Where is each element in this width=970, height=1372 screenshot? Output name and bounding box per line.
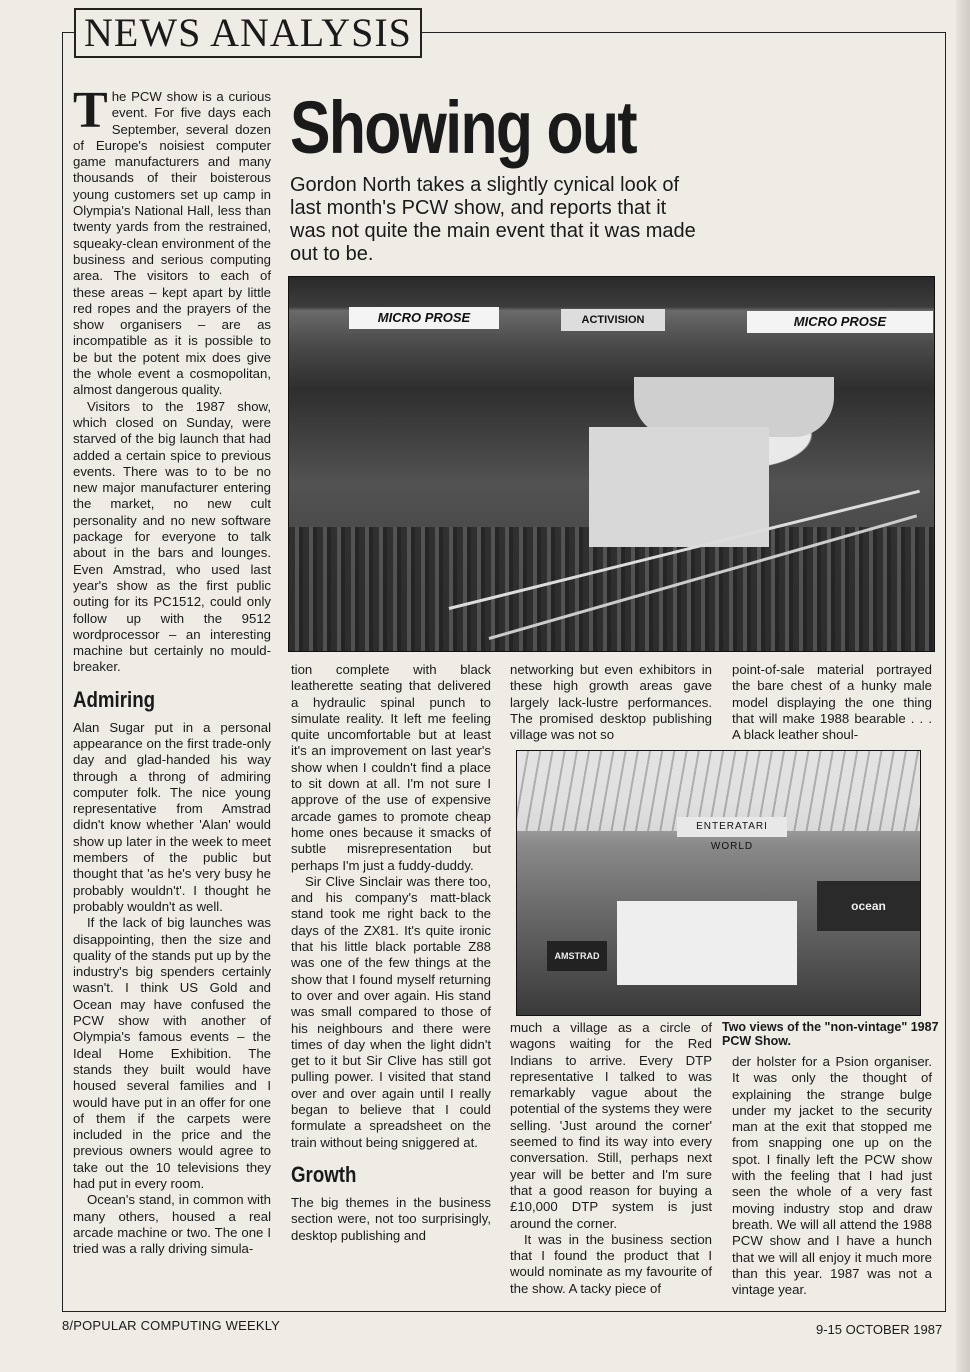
paragraph: Alan Sugar put in a personal appearance on the first trade-only day and glad-handed his way through a throng of admiring computer folk. The nice young representative from Amstrad didn't know whether 'Alan' would show up later in the week to meet members of the public but thought that 'as he's very busy he probably wouldn't'. I thought he probably wouldn't as well.: [73, 719, 271, 914]
photo-sign: ocean: [817, 881, 920, 931]
article-column-3-top: [510, 662, 712, 743]
article-column-4-top: [732, 662, 932, 743]
paragraph: networking but even exhibitors in these high growth areas gave largely lack-lustre performances. The promised desktop publishing village was not so: [510, 662, 712, 743]
photo-caption: Two views of the "non-vintage" 1987 PCW Show.: [722, 1020, 939, 1048]
exhibition-photo-2: [516, 750, 921, 1016]
photo-sign: ENTERATARI WORLD: [677, 817, 787, 837]
frame-left-rule: [62, 32, 63, 1312]
subheading-admiring: Admiring: [73, 686, 156, 712]
footer-date: 9-15 OCTOBER 1987: [816, 1322, 943, 1337]
stand-shape: [589, 427, 769, 547]
article-column-1: [73, 82, 271, 1257]
article-column-3-bottom: [510, 1020, 712, 1297]
frame-bottom-rule: [62, 1311, 946, 1312]
paragraph: Ocean's stand, in common with many others, housed a real arcade machine or two. The one I tried was a rally driving simula-: [73, 1192, 271, 1257]
photo-sign: ACTIVISION: [561, 309, 665, 331]
frame-right-rule: [945, 32, 946, 1312]
stand-shape: [617, 901, 797, 985]
drop-cap: T: [73, 82, 108, 139]
paragraph: The big themes in the business section were, not too surprisingly, desktop publishing and: [291, 1194, 491, 1243]
paragraph: point-of-sale material portrayed the bare chest of a hunky male model displaying the one thing that will make 1988 bearable . . . A black leather shoul-: [732, 662, 932, 743]
exhibition-photo-1: [288, 276, 935, 652]
footer-page-info: 8/POPULAR COMPUTING WEEKLY: [62, 1318, 281, 1333]
subheading-growth: Growth: [291, 1161, 357, 1187]
headline: Showing out: [290, 86, 636, 169]
paragraph: tion complete with black leatherette seating that delivered a hydraulic spinal punch to simulate reality. It left me feeling quite uncomfortable but at least it's an improvement on last year's show when I couldn't find a place to sit down at all. I'm not sure I approve of the use of expensive arcade games to promote cheap home ones because it smacks of subtle misrepresentation but perhaps I'm just a fuddy-duddy.: [291, 662, 491, 873]
photo-sign: MICRO PROSE: [747, 311, 933, 333]
paragraph: Visitors to the 1987 show, which closed on Sunday, were starved of the big launch that had added a certain spice to previous events. There was to to be no new major manufacturer entering the market, no new cult personality and no new software package for everyone to talk about in the bars and lounges. Even Amstrad, who used last year's show as the first public outing for its PC1512, could only follow up with the 9512 wordprocessor – an interesting machine but certainly no mould-breaker.: [73, 398, 271, 675]
photo-sign: MICRO PROSE: [349, 307, 499, 329]
article-column-4-bottom: [732, 1054, 932, 1298]
photo-sign: AMSTRAD: [547, 941, 607, 971]
standfirst: Gordon North takes a slightly cynical look of last month's PCW show, and reports that it was not quite the main event that it was made out to be.: [290, 174, 696, 265]
article-column-2: [291, 662, 491, 1244]
page-edge: [956, 0, 970, 1372]
paragraph: If the lack of big launches was disappointing, then the size and quality of the stands put up by the industry's big spenders certainly wasn't. I think US Gold and Ocean may have confused the PCW show with another of Olympia's famous events – the Ideal Home Exhibition. The stands they built would have housed several families and I would have put in an offer for one of them if the carpets were included in the price and the previous owners would agree to take out the 10 televisions they had put in every room.: [73, 915, 271, 1191]
paragraph: Sir Clive Sinclair was there too, and his company's matt-black stand took me right back to the days of the ZX81. It's quite ironic that his little black portable Z88 was one of the few things at the show that I found myself returning to over and over again. His stand was small compared to those of his neighbours and there were times of day when the light didn't get to it but Sir Clive has still got pulling power. I visited that stand over and over again until I really began to believe that I could formulate a spreadsheet on the train without being sniggered at.: [291, 873, 491, 1150]
paragraph: It was in the business section that I found the product that I would nominate as my favourite of the show. A tacky piece of: [510, 1231, 712, 1296]
section-label: NEWS ANALYSIS: [74, 8, 422, 58]
paragraph: der holster for a Psion organiser. It was only the thought of explaining the strange bulge under my jacket to the security man at the exit that stopped me from snapping one up on the spot. I finally left the PCW show with the feeling that I had just seen the whole of a very fast moving industry stop and draw breath. We will all attend the 1988 PCW show and I have a hunch that we will all enjoy it much more than this year. 1987 was not a vintage year.: [732, 1054, 932, 1298]
paragraph: he PCW show is a curious event. For five days each September, several dozen of Europe's noisiest computer game manufacturers and many thousands of their boisterous young customers set up camp in Olympia's National Hall, less than twenty yards from the restrained, squeaky-clean environment of the business and serious computing area. The visitors to each of these areas – kept apart by little red ropes and the prayers of the show organisers – are as incompatible as it is possible to be but the potent mix does give the whole event a cosmopolitan, almost dangerous quality.: [73, 89, 271, 398]
paragraph: much a village as a circle of wagons waiting for the Red Indians to arrive. Every DTP representative I talked to was remarkably vague about the potential of the systems they were selling. 'Just around the corner' seemed to find its way into every conversation. Still, perhaps next year will be better and I'm sure that a good reason for buying a £10,000 DTP system is just around the corner.: [510, 1020, 712, 1231]
